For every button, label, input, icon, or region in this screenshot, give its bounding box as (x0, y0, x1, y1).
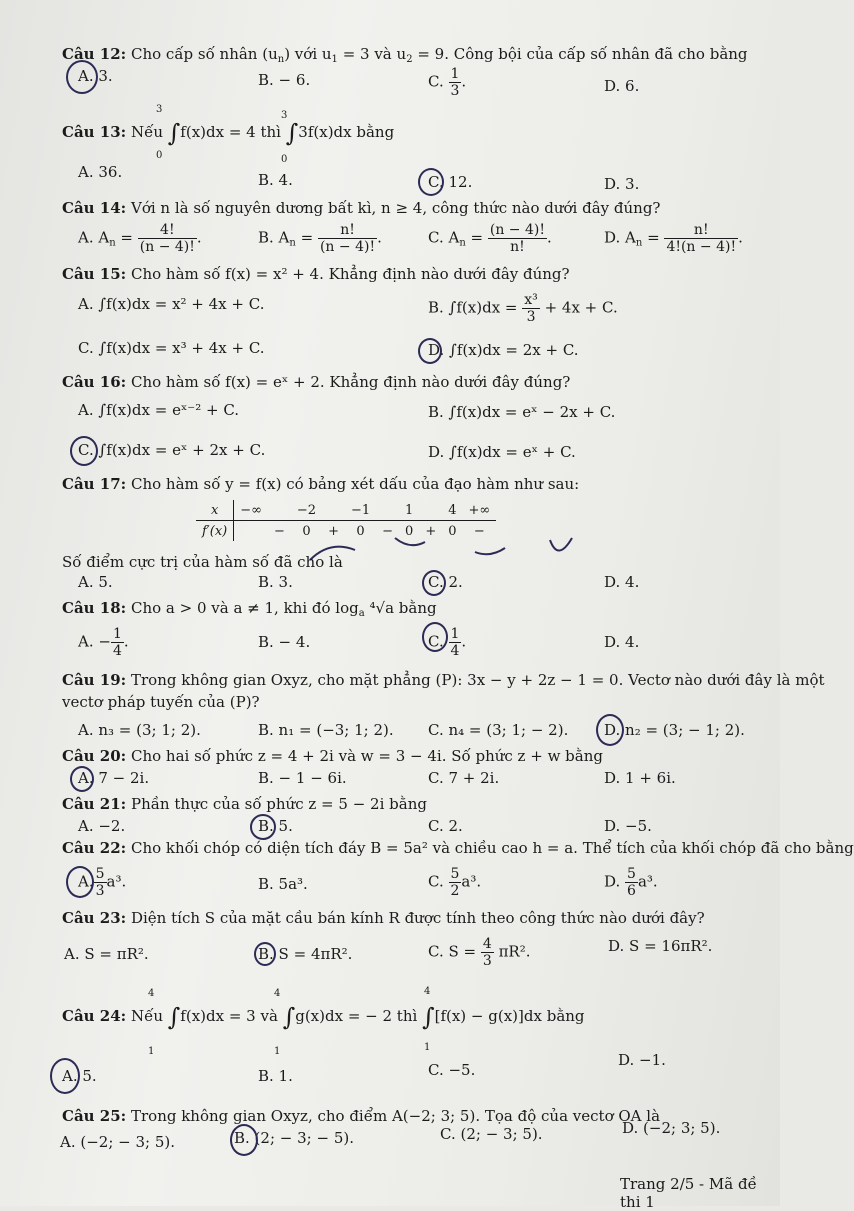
q24-option-b[interactable]: B. 1. (258, 1067, 293, 1085)
page-footer: Trang 2/5 - Mã đề thi 1 (620, 1175, 757, 1211)
table-cell: −1 (345, 500, 376, 521)
q12-option-a[interactable]: A. 3. (78, 67, 113, 85)
handwritten-arrows (300, 530, 600, 570)
q18-option-a[interactable]: A. − $\frac{1}{4}$ . (78, 626, 129, 659)
q21-option-d[interactable]: D. −5. (604, 817, 652, 835)
q13-upper-1: 3 (156, 104, 163, 115)
q23-option-c[interactable]: C. S = $\frac{4}{3}$ πR². (428, 936, 531, 969)
table-cell: 0 (302, 523, 311, 539)
answer-circle (250, 814, 276, 840)
table-cell: 1 (399, 500, 419, 521)
q24-upper-1: 4 (148, 988, 155, 999)
q17-option-c[interactable]: C. 2. (428, 573, 463, 591)
answer-circle (66, 866, 94, 898)
q20-option-a[interactable]: A. 7 − 2i. (78, 769, 150, 787)
q24-lower-2: 1 (274, 1046, 281, 1057)
answer-circle (70, 766, 94, 792)
q17-option-b[interactable]: B. 3. (258, 573, 293, 591)
q18-option-d[interactable]: D. 4. (604, 633, 640, 651)
q17-option-d[interactable]: D. 4. (604, 573, 640, 591)
q24-lower-3: 1 (424, 1042, 431, 1053)
q13-lower-1: 0 (156, 150, 163, 161)
question-17: Câu 17: Cho hàm số y = f(x) có bảng xét dấu của đạo hàm như sau: (62, 475, 580, 493)
question-13: Câu 13: Nếu ∫f(x)dx = 4 thì ∫3f(x)dx bằng (62, 119, 395, 147)
table-cell: 0 (356, 523, 365, 539)
question-18: Câu 18: Cho a > 0 và a ≠ 1, khi đó $\log_a ^4√a$ bằng (62, 599, 437, 619)
question-22: Câu 22: Cho khối chóp có diện tích đáy B = 5a² và chiều cao h = a. Thể tích của khối chóp đã cho bằng (62, 839, 854, 857)
q17-option-a[interactable]: A. 5. (78, 573, 113, 591)
question-17-stem: Số điểm cực trị của hàm số đã cho là (62, 553, 343, 571)
answer-circle (254, 942, 276, 966)
q24-lower-1: 1 (148, 1046, 155, 1057)
q22-option-c[interactable]: C. $\frac{5}{2}$ a³. (428, 866, 482, 899)
table-cell: 0 (448, 523, 457, 539)
q25-option-b[interactable]: B. (2; − 3; − 5). (234, 1129, 354, 1147)
q24-option-c[interactable]: C. −5. (428, 1061, 476, 1079)
question-24: Câu 24: Nếu ∫f(x)dx = 3 và ∫g(x)dx = − 2 thì ∫[f(x) − g(x)]dx bằng (62, 1003, 585, 1031)
q20-option-d[interactable]: D. 1 + 6i. (604, 769, 676, 787)
answer-circle (422, 570, 446, 596)
q24-upper-3: 4 (424, 986, 431, 997)
q22-option-a[interactable]: A. $\frac{5}{3}$ a³. (78, 866, 127, 899)
q15-option-b[interactable]: B. ∫f(x)dx = $\frac{\text{x³}}{3}$ + 4x + C. (428, 292, 618, 325)
q20-option-c[interactable]: C. 7 + 2i. (428, 769, 500, 787)
q24-upper-2: 4 (274, 988, 281, 999)
question-12: Câu 12: Cho cấp số nhân $(u_n)$ với $u_1 = 3$ và $u_2 = 9$. Công bội của cấp số nhân đã cho bằng (62, 45, 748, 65)
q21-option-c[interactable]: C. 2. (428, 817, 463, 835)
q15-option-d[interactable]: D. ∫f(x)dx = 2x + C. (428, 341, 579, 359)
q15-option-a[interactable]: A. ∫f(x)dx = x² + 4x + C. (78, 295, 265, 313)
q16-option-c[interactable]: C. ∫f(x)dx = eˣ + 2x + C. (78, 441, 266, 459)
q13-option-c[interactable]: C. 12. (428, 173, 473, 191)
table-cell: −∞ (234, 500, 268, 521)
q14-option-d[interactable]: D. $A_n$ = $\frac{n!}{4!(n - 4)!}$ . (604, 222, 743, 255)
answer-circle (50, 1058, 80, 1094)
table-cell: + (328, 523, 339, 539)
answer-circle (418, 338, 442, 364)
q13-upper-2: 3 (281, 110, 288, 121)
q19-option-b[interactable]: B. n₁ = (−3; 1; 2). (258, 721, 394, 739)
q18-option-c[interactable]: C. $\frac{1}{4}$ . (428, 626, 467, 659)
q18-option-b[interactable]: B. − 4. (258, 633, 311, 651)
q23-option-a[interactable]: A. S = πR². (64, 945, 149, 963)
q25-option-a[interactable]: A. (−2; − 3; 5). (60, 1133, 176, 1151)
q22-option-b[interactable]: B. 5a³. (258, 875, 308, 893)
answer-circle (230, 1124, 258, 1156)
q12-option-c[interactable]: C. $\frac{1}{3}$ . (428, 66, 467, 99)
answer-circle (418, 168, 444, 196)
q13-option-a[interactable]: A. 36. (78, 163, 123, 181)
q14-option-b[interactable]: B. $A_n$ = $\frac{n!}{(n - 4)!}$ . (258, 222, 382, 255)
q16-option-a[interactable]: A. ∫f(x)dx = eˣ⁻² + C. (78, 401, 240, 419)
q12-option-d[interactable]: D. 6. (604, 77, 640, 95)
table-cell: −2 (291, 500, 322, 521)
answer-circle (596, 714, 624, 746)
q16-option-d[interactable]: D. ∫f(x)dx = eˣ + C. (428, 443, 576, 461)
q25-option-c[interactable]: C. (2; − 3; 5). (440, 1125, 543, 1143)
q12-option-b[interactable]: B. − 6. (258, 71, 311, 89)
q19-option-d[interactable]: D. n₂ = (3; − 1; 2). (604, 721, 745, 739)
q20-option-b[interactable]: B. − 1 − 6i. (258, 769, 347, 787)
question-23: Câu 23: Diện tích S của mặt cầu bán kính R được tính theo công thức nào dưới đây? (62, 909, 705, 927)
q23-option-b[interactable]: B. S = 4πR². (258, 945, 353, 963)
question-19: Câu 19: Trong không gian Oxyz, cho mặt phẳng (P): 3x − y + 2z − 1 = 0. Vectơ nào dưới đây là một (62, 671, 825, 689)
q13-option-d[interactable]: D. 3. (604, 175, 640, 193)
table-cell: +∞ (463, 500, 497, 521)
q14-option-a[interactable]: A. $A_n$ = $\frac{4!}{(n - 4)!}$ . (78, 222, 202, 255)
table-cell: − (382, 523, 394, 539)
q15-option-c[interactable]: C. ∫f(x)dx = x³ + 4x + C. (78, 339, 265, 357)
question-15: Câu 15: Cho hàm số f(x) = x² + 4. Khẳng định nào dưới đây đúng? (62, 265, 570, 283)
question-14: Câu 14: Với n là số nguyên dương bất kì, n ≥ 4, công thức nào dưới đây đúng? (62, 199, 661, 217)
q19-option-a[interactable]: A. n₃ = (3; 1; 2). (78, 721, 201, 739)
q19-option-c[interactable]: C. n₄ = (3; 1; − 2). (428, 721, 569, 739)
q22-option-d[interactable]: D. $\frac{5}{6}$ a³. (604, 866, 658, 899)
q21-option-a[interactable]: A. −2. (78, 817, 126, 835)
table-cell: − (473, 523, 485, 539)
question-21: Câu 21: Phần thực của số phức z = 5 − 2i bằng (62, 795, 427, 813)
table-cell: 0 (405, 523, 414, 539)
answer-circle (66, 60, 98, 94)
q13-lower-2: 0 (281, 154, 288, 165)
q23-option-d[interactable]: D. S = 16πR². (608, 937, 713, 955)
question-25: Câu 25: Trong không gian Oxyz, cho điểm A(−2; 3; 5). Tọa độ của vectơ OA là (62, 1107, 661, 1125)
q16-option-b[interactable]: B. ∫f(x)dx = eˣ − 2x + C. (428, 403, 616, 421)
q21-option-b[interactable]: B. 5. (258, 817, 293, 835)
q24-option-a[interactable]: A. 5. (62, 1067, 97, 1085)
table-cell: 4 (442, 500, 462, 521)
question-19-line2: vectơ pháp tuyến của (P)? (62, 693, 260, 711)
table-cell: − (273, 523, 285, 539)
question-16: Câu 16: Cho hàm số f(x) = eˣ + 2. Khẳng định nào dưới đây đúng? (62, 373, 571, 391)
q25-option-d[interactable]: D. (−2; 3; 5). (622, 1119, 721, 1137)
table-cell: + (425, 523, 437, 539)
table-cell: x (196, 500, 234, 521)
answer-circle (70, 436, 98, 466)
table-cell: f′(x) (196, 521, 234, 542)
answer-circle (422, 622, 448, 652)
q24-option-d[interactable]: D. −1. (618, 1051, 666, 1069)
q14-option-c[interactable]: C. $A_n$ = $\frac{(n - 4)!}{n!}$ . (428, 222, 552, 255)
q13-option-b[interactable]: B. 4. (258, 171, 293, 189)
question-20: Câu 20: Cho hai số phức z = 4 + 2i và w = 3 − 4i. Số phức z + w bằng (62, 747, 603, 765)
